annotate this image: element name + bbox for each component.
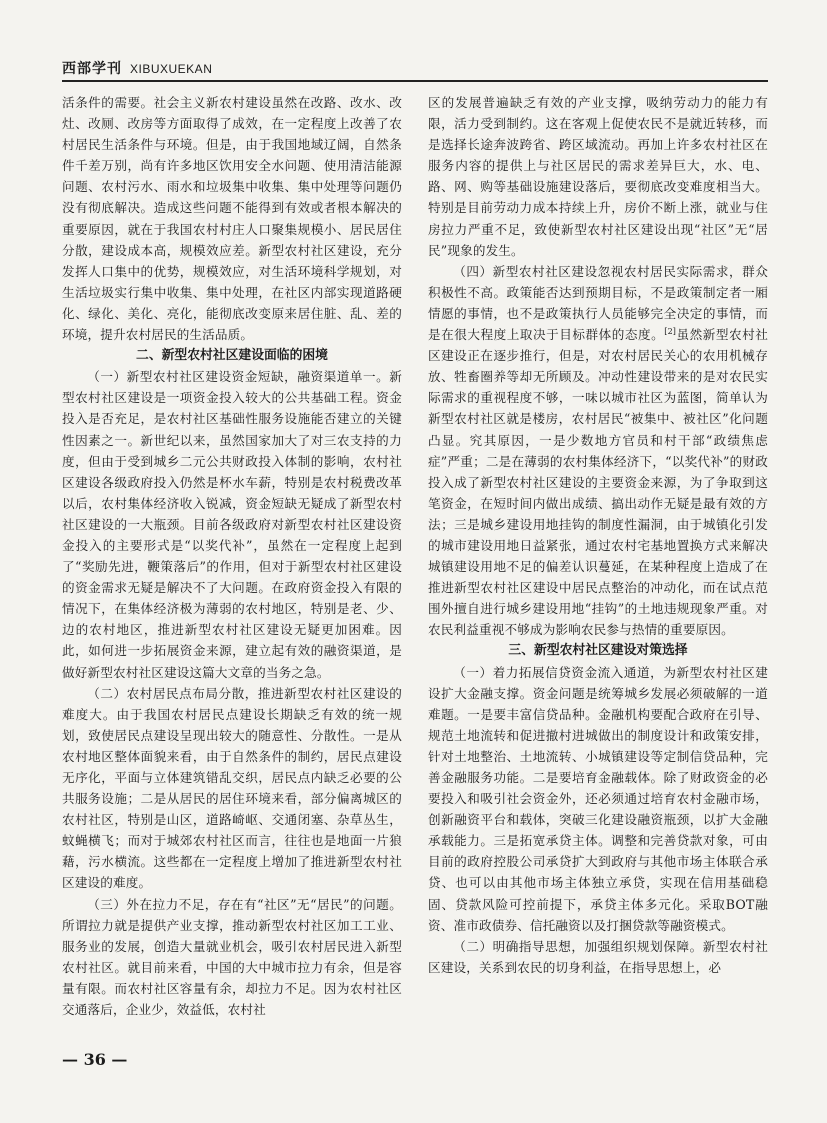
paragraph: （三）外在拉力不足，存在有“社区”无“居民”的问题。所谓拉力就是提供产业支撑，推动新型农村社区加工工业、服务业的发展，创造大量就业机会，吸引农村居民进入新型农村社区。就目前来看，中国的大中城市拉力有余，但是容量有限。而农村社区容量有余，却拉力不足。因为农村社区交通落后，企业少，效益低，农村社 — [62, 896, 402, 1018]
journal-pinyin: XIBUXUEKAN — [130, 62, 213, 76]
paragraph-text: 虽然新型农村社区建设正在逐步推行，但是，对农村居民关心的农用机械存放、牲畜圈养等却无所顾及。冲动性建设带来的是对农民实际需求的重视程度不够，一味以城市社区为蓝图，简单认为新型农村社区就是楼房，农村居民“被集中、被社区”化问题凸显。究其原因，一是少数地方官员和村干部“政绩焦虑症”严重；二是在薄弱的农村集体经济下，“以奖代补”的财政投入成了新型农村社区建设的主要资金来源，为了争取到这笔资金，在短时间内做出成绩、搞出动作无疑是最有效的方法；三是城乡建设用地挂钩的制度性漏洞，由于城镇化引发的城市建设用地日益紧张，通过农村宅基地置换方式来解决城镇建设用地不足的偏差认识蔓延，在某种程度上造成了在推进新型农村社区建设中居民点整治的冲动化，而在试点范围外擅自进行城乡建设用地“挂钩”的土地违规现象严重。对农民利益重视不够成为影响农民参与热情的重要原因。 — [428, 327, 768, 638]
paragraph: 区的发展普遍缺乏有效的产业支撑，吸纳劳动力的能力有限，活力受到制约。这在客观上促使农民不是就近转移，而是选择长途奔波跨省、跨区域流动。再加上许多农村社区在服务内容的提供上与社区居民的需求差异巨大，水、电、路、网、购等基础设施建设落后，要彻底改变难度相当大。特别是目前劳动力成本持续上升，房价不断上涨，就业与住房拉力严重不足，致使新型农村社区建设出现“社区”无“居民”现象的发生。 — [428, 95, 768, 258]
section-heading: 三、新型农村社区建设对策选择 — [508, 643, 688, 659]
running-header — [62, 58, 768, 80]
citation-marker: [2] — [664, 326, 677, 336]
paragraph: （二）明确指导思想，加强组织规划保障。新型农村社区建设，关系到农民的切身利益，在指导思想上，必 — [428, 938, 768, 975]
paragraph: （一）着力拓展信贷资金流入通道，为新型农村社区建设扩大金融支撑。资金问题是统筹城乡发展必须破解的一道难题。一是要丰富信贷品种。金融机构要配合政府在引导、规范土地流转和促进撤村进城做出的制度设计和政策安排，针对土地整治、土地流转、小城镇建设等定制信贷品种，完善金融服务功能。二是要培育金融载体。除了财政资金的必要投入和吸引社会资金外，还必须通过培育农村金融市场，创新融资平台和载体，突破三化建设融资瓶颈，以扩大金融承载能力。三是拓宽承贷主体。调整和完善贷款对象，可由目前的政府控股公司承贷扩大到政府与其他市场主体联合承贷、也可以由其他市场主体独立承贷，实现在信用基础稳固、贷款风险可控前提下，承贷主体多元化。采取BOT融资、准市政债券、信托融资以及打捆贷款等融资模式。 — [428, 664, 768, 933]
paragraph: 活条件的需要。社会主义新农村建设虽然在改路、改水、改灶、改厕、改房等方面取得了成效，在一定程度上改善了农村居民生活条件与环境。但是，由于我国地域辽阔，自然条件千差万别，尚有许多地区饮用安全水问题、使用清洁能源问题、农村污水、雨水和垃圾集中收集、集中处理等问题仍没有彻底解决。造成这些问题不能得到有效或者根本解决的重要原因，就在于我国农村村庄人口聚集规模小、居民居住分散，建设成本高，规模效应差。新型农村社区建设，充分发挥人口集中的优势，规模效应，对生活环境科学规划，对生活垃圾实行集中收集、集中处理，在社区内部实现道路硬化、绿化、美化、亮化，能彻底改变原来居住脏、乱、差的环境，提升农村居民的生活品质。 — [62, 95, 402, 343]
right-column — [428, 92, 768, 1047]
page-number: — 36 — — [62, 1050, 128, 1069]
paragraph: （一）新型农村社区建设资金短缺，融资渠道单一。新型农村社区建设是一项资金投入较大的公共基础工程。资金投入是否充足，是农村社区基础性服务设施能否建立的关键性因素之一。新世纪以来，虽然国家加大了对三农支持的力度，但由于受到城乡二元公共财政投入体制的影响，农村社区建设各级政府投入仍然是杯水车薪，特别是农村税费改革以后，农村集体经济收入锐减，资金短缺无疑成了新型农村社区建设的一大瓶颈。目前各级政府对新型农村社区建设资金投入的主要形式是“以奖代补”，虽然在一定程度上起到了“奖励先进，鞭策落后”的作用，但对于新型农村社区建设的资金需求无疑是解决不了大问题。在政府资金投入有限的情况下，在集体经济极为薄弱的农村地区，特别是老、少、边的农村地区，推进新型农村社区建设无疑更加困难。因此，如何进一步拓展资金来源，建立起有效的融资渠道，是做好新型农村社区建设这篇大文章的当务之急。 — [62, 369, 402, 680]
journal-name: 西部学刊 — [62, 61, 122, 77]
header-rule — [62, 80, 768, 82]
section-heading: 二、新型农村社区建设面临的困境 — [136, 348, 328, 364]
paragraph-text: （四）新型农村社区建设忽视农村居民实际需求，群众积极性不高。政策能否达到预期目标，不是政策制定者一厢情愿的事情，也不是政策执行人员能够完全决定的事情，而是在很大程度上取决于目标群体的态度。 — [428, 263, 768, 343]
left-column — [62, 92, 402, 1047]
paragraph — [428, 261, 768, 641]
paragraph: （二）农村居民点布局分散，推进新型农村社区建设的难度大。由于我国农村居民点建设长期缺乏有效的统一规划，致使居民点建设呈现出较大的随意性、分散性。一是从农村地区整体面貌来看，由于自然条件的制约，居民点建设无序化，平面与立体建筑错乱交织，居民点内缺乏必要的公共服务设施；二是从居民的居住环境来看，部分偏离城区的农村社区，特别是山区，道路崎岖、交通闭塞、杂草丛生，蚊蝇横飞；而对于城郊农村社区而言，往往也是地面一片狼藉，污水横流。这些都在一定程度上增加了推进新型农村社区建设的难度。 — [62, 685, 402, 891]
